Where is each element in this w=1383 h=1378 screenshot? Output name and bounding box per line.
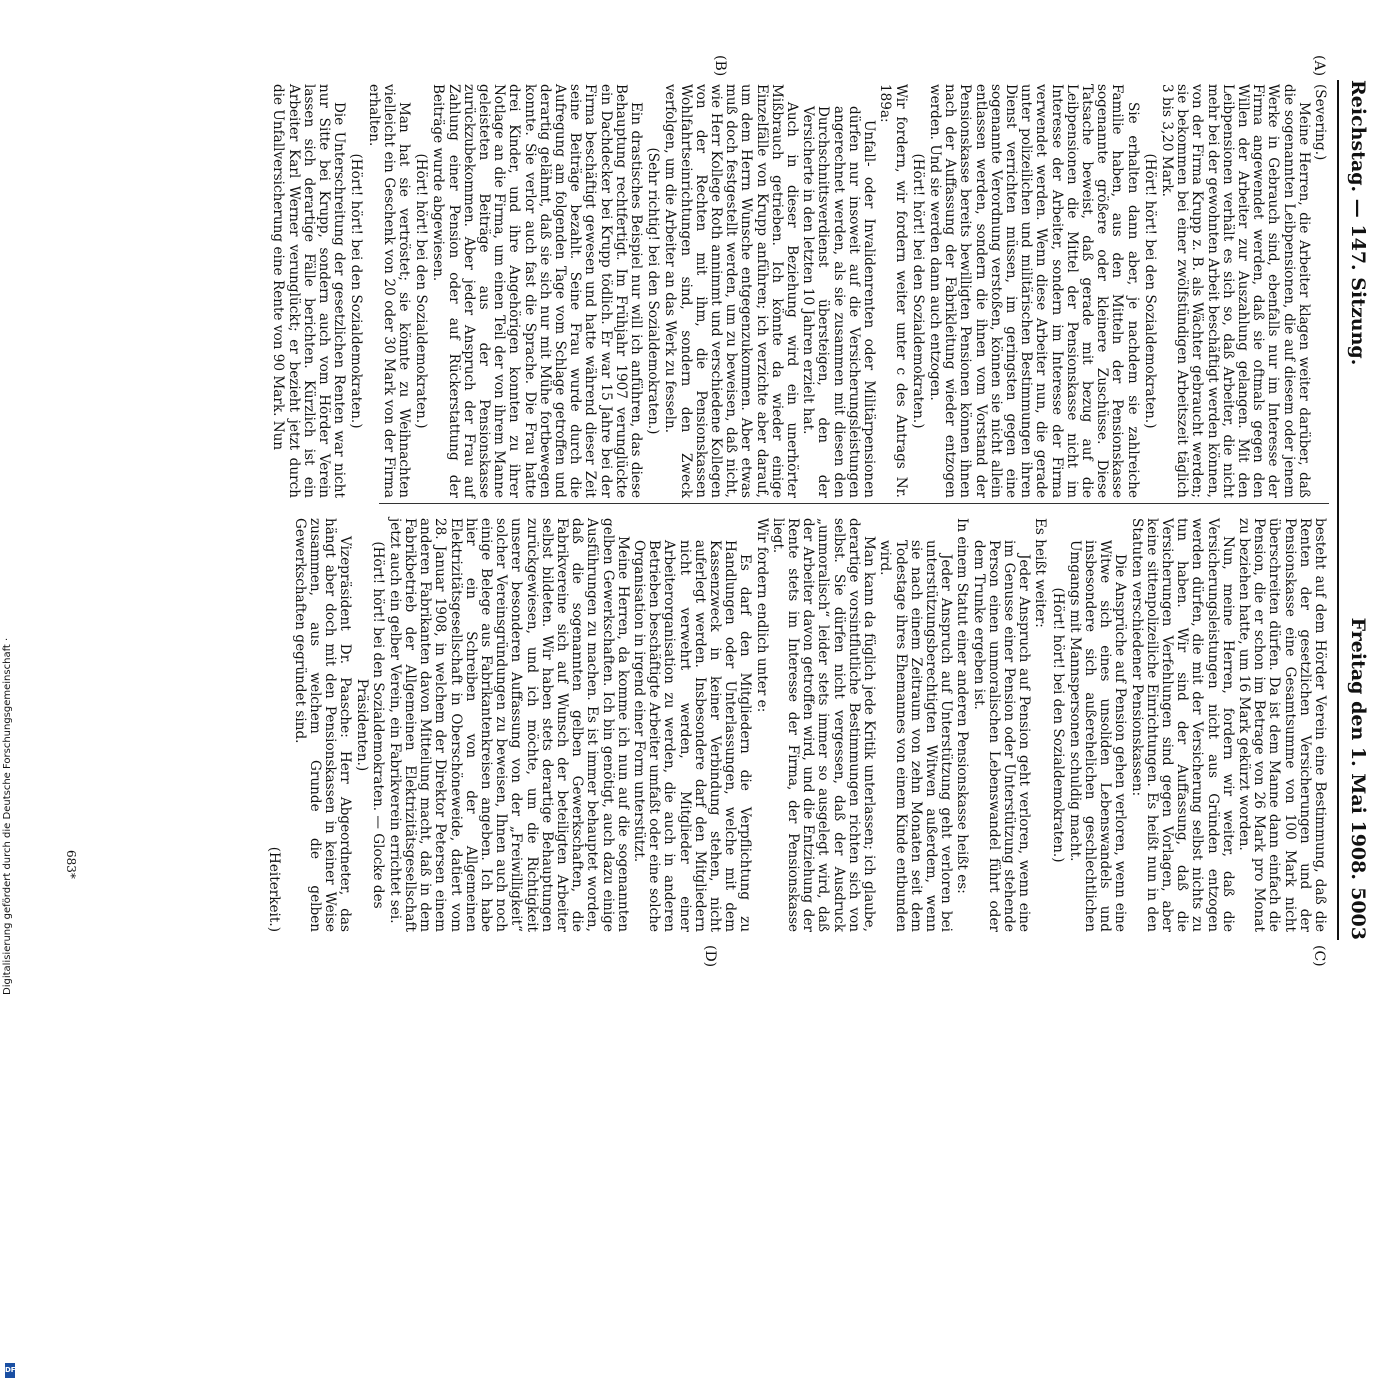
side-note-wrapper — [0, 0, 20, 1000]
paragraph: In einem Statut einer anderen Pensionskasse heißt es: — [954, 518, 971, 894]
paragraph: Ein drastisches Beispiel nur will ich anführen, das diese Behauptung rechtfertigt. Im Frühjahr 1907 verunglückte ein Dachdecker bei Krupp tödlich. Er war 15 Jahre bei der Firma beschäftigt gewesen und hatte während dieser Zeit seine Beiträge bezahlt. Seine Frau wurde durch die Aufregung am folgenden Tage vom Schlage getroffen und derartig gelähmt, daß sie sich nur mit Mühe fortbewegen konnte. Sie verlor auch fast die Sprache. Die Frau hatte drei Kinder, und ihre Angehörigen konnten zu ihrer Notlage an die Firma, um einen Teil der von ihrem Manne geleisteten Beiträge aus der Pensionskasse zurückzubekommen. Aber jeder Anspruch der Frau auf Zahlung einer Pension oder auf Rückerstattung der Beiträge wurde abgewiesen. — [430, 84, 645, 498]
header-rule — [1337, 80, 1339, 940]
paragraph: Die Unterschreitung der gesetzlichen Renten war nicht nur Sitte bei Krupp, sondern auch vom Hörder Verein lassen sich derartige Fälle berichten. Kürzlich ist ein Arbeiter Karl Werner verunglückt; er bezieht jetzt durch die Unfallversicherung eine Rente von 90 Mark. Nun — [270, 84, 348, 498]
dfg-logo: DFG — [5, 1363, 15, 1378]
paragraph: Wir fordern, wir fordern weiter unter c des Antrags Nr. 189a: — [877, 84, 909, 498]
paragraph: Nun, meine Herren, fordern wir weiter, daß die Versicherungsleistungen nicht aus Gründen entzogen werden dürfen, die mit der Versicherung selbst nichts zu tun haben. Wir sind der Auffassung, daß die Versicherungen Verfehlungen sind gegen Vorlagen, aber keine sittenpolizeiliche Einrichtungen. Es heißt nun in den Statuten verschiedener Pensionskassen: — [1128, 518, 1236, 932]
paragraph: (Severing.) — [1312, 84, 1328, 161]
footer-page-number: 683* — [64, 850, 78, 879]
paragraph: Man kann da füglich jede Kritik unterlassen; ich glaube, derartige vorsintflutliche Bestimmungen richten sich von selbst. Sie dürfen nicht vergessen, daß der Ausdruck „unmoralisch“ leider stets immer so ausgelegt wird, daß der Arbeiter davon getroffen wird, und die Entziehung der Rente stets im Interesse der Firma, der Pensionskasse liegt. — [769, 518, 878, 932]
interjection: (Hört! hört! bei den Sozialdemokraten.) — [1049, 587, 1066, 863]
interjection: (Hört! hört! bei den Sozialdemokraten.) — [413, 153, 430, 429]
page-number: 5003 — [1347, 887, 1369, 940]
paragraph: Unfall- oder Invalidenrenten oder Militärpensionen dürfen nur insoweit auf die Versicherungsleistungen angerechnet werden, als sie zusammen mit diesen den Durchschnittsverdienst übersteigen, den der Versicherte in den letzten 10 Jahren erzielt hat. — [800, 106, 878, 498]
paragraph: Vizepräsident Dr. Paasche: Herr Abgeordneter, das hängt aber doch mit den Pensionskassen in keiner Weise zusammen, aus welchem Grunde die gelben Gewerkschaften gegründet sind. — [291, 518, 354, 932]
paragraph: Meine Herren, da komme ich nun auf die sogenannten gelben Gewerkschaften. Ich bin genötigt, auch dazu einige Ausführungen zu machen. Es ist immer behauptet worden, daß die sogenannten gelben Gewerkschaften, die Fabrikvereine sich auf Wunsch der beteiligten Arbeiter selbst bildeten. Wir haben stets derartige Behauptungen zurückgewiesen, und ich möchte, um die Richtigkeit unserer besonderen Auffassung von der „Freiwilligkeit“ solcher Vereinsgründungen zu beweisen, Ihnen auch noch einige Belege aus Fabrikantenkreisen angeben. Ich habe hier ein Schreiben von der Allgemeinen Elektrizitätsgesellschaft in Oberschöneweide, datiert vom 28. Januar 1908, in welchem der Direktor Petersen einem anderen Fabrikanten davon Mitteilung macht, daß in dem Fabrikbetrieb der Allgemeinen Elektrizitätsgesellschaft jetzt auch ein gelber Verein, ein Fabrikverein errichtet sei. — [386, 518, 631, 932]
paragraph: Jeder Anspruch auf Unterstützung geht verloren bei unterstützungsberechtigten Witwen außerdem, wenn sie nach einem Zeitraum von zehn Monaten seit dem Todestage ihres Ehemannes von einem Kinde entbunden wird. — [877, 540, 955, 932]
interjection: (Hört! hört! bei den Sozialdemokraten.) — [1141, 153, 1158, 429]
paragraph: Meine Herren, die Arbeiter klagen weiter darüber, daß die sogenannten Leibpensionen, die auf diesem oder jenem Werke in Gebrauch sind, ebenfalls nur im Interesse der Firma angewendet werden, daß sie oftmals gegen den Willen der Arbeiter zur Auszahlung gelangen. Mit den Leibpensionen verhält es sich so, daß Arbeiter, die nicht mehr bei der gewohnten Arbeit beschäftigt werden können, von der Firma Krupp z. B. als Wächter gebraucht werden; sie bekommen bei einer zwölfstündigen Arbeitszeit täglich 3 bis 3,20 Mark. — [1158, 84, 1312, 498]
paragraph: Es heißt weiter: — [1032, 518, 1049, 628]
margin-marker-d: (D) — [702, 945, 718, 968]
margin-marker-b: (B) — [712, 55, 728, 77]
paragraph: Auch in dieser Beziehung wird ein unerhörter Mißbrauch getrieben. Ich könnte da wieder einige Einzelfälle von Krupp anführen; ich verzichte aber darauf, um dem Herrn Wunsche entgegenzukommen. Aber etwas muß doch festgestellt werden, um zu beweisen, daß nicht, wie Herr Kollege Roth annimmt und verschiedene Kollegen von der Rechten mit ihm, die Pensionskassen Wohlfahrtseinrichtungen sind, sondern den Zweck verfolgen, um die Arbeiter an das Werk zu fesseln. — [662, 84, 801, 498]
left-column — [269, 84, 1327, 498]
interjection: (Hört! hört! bei den Sozialdemokraten. — Glocke des Präsidenten.) — [354, 541, 386, 909]
page-header — [1341, 80, 1371, 940]
paragraph: Jeder Anspruch auf Pension geht verloren, wenn eine im Genusse einer Pension oder Unterstützung stehende Person einen unmoralischen Lebenswandel führt oder dem Trunke ergeben ist. — [970, 540, 1033, 932]
paragraph: besteht auf dem Hörder Verein eine Bestimmung, daß die Renten der gesetzlichen Versicherungen und der Pensionskasse eine Gesamtsumme von 100 Mark nicht überschreiten dürfen. Da ist dem Manne dann einfach die Pension, die er schon im Betrage von 26 Mark pro Monat zu beziehen hatte, um 16 Mark gekürzt worden. — [1235, 518, 1328, 932]
right-column — [265, 518, 1327, 932]
interjection: (Hört! hört! bei den Sozialdemokraten.) — [348, 153, 365, 429]
paragraph: Man hat sie vertröstet; sie könnte zu Weihnachten vielleicht ein Geschenk von 20 oder 30 Mark von der Firma erhalten. — [365, 84, 413, 498]
paragraph: (Heiterkeit.) — [266, 846, 283, 932]
paragraph: Es darf den Mitgliedern die Verpflichtung zu Handlungen oder Unterlassungen, welche mit dem Kassenzweck in keiner Verbindung stehen, nicht auferlegt werden. Insbesondere darf den Mitgliedern nicht verwehrt werden, Mitglieder einer Arbeiterorganisation zu werden, die auch in anderen Betrieben beschäftigte Arbeiter umfaßt oder eine solche Organisation in irgend einer Form unterstützt. — [631, 540, 754, 932]
margin-marker-a: (A) — [1311, 55, 1327, 77]
header-date: Freitag den 1. Mai 1908. — [1347, 617, 1369, 880]
paragraph: Sie erhalten dann aber, je nachdem sie zahlreiche Familie haben, aus den Mitteln der Pensionskasse sogenannte größere oder kleinere Zuschüsse. Diese Tatsache beweist, daß gerade mit bezug auf die Leibpensionen die Mittel der Pensionskasse nicht im Interesse der Arbeiter, sondern im Interesse der Firma verwendet werden. Wenn diese Arbeiter nun, die gerade unter polizeilichen und militärischen Bestimmungen ihren Dienst verrichten müssen, im geringsten gegen eine sogenannte Verordnung verstoßen, können sie nicht allein entlassen werden, sondern die ihnen vom Vorstand der Pensionskasse bereits bewilligten Pensionen können ihnen nach der Auffassung der Fabrikleitung wieder entzogen werden. Und sie werden dann auch entzogen. — [926, 84, 1141, 498]
digitization-note: Digitalisierung gefördert durch die Deutsche Forschungsgemeinschaft · — [2, 637, 13, 995]
paragraph: Wir fordern endlich unter e: — [753, 518, 770, 713]
paragraph: Die Ansprüche auf Pension gehen verloren, wenn eine Witwe sich eines unsoliden Lebenswandels und insbesondere sich außerehelichen geschlechtlichen Umgangs mit Mannspersonen schuldig macht. — [1066, 540, 1129, 932]
margin-marker-c: (C) — [1311, 945, 1327, 967]
interjection: (Hört! hört! bei den Sozialdemokraten.) — [909, 153, 926, 429]
column-divider — [379, 503, 1329, 504]
interjection: (Sehr richtig! bei den Sozialdemokraten.) — [645, 147, 662, 435]
header-left: Reichstag. — 147. Sitzung. — [1347, 80, 1369, 366]
